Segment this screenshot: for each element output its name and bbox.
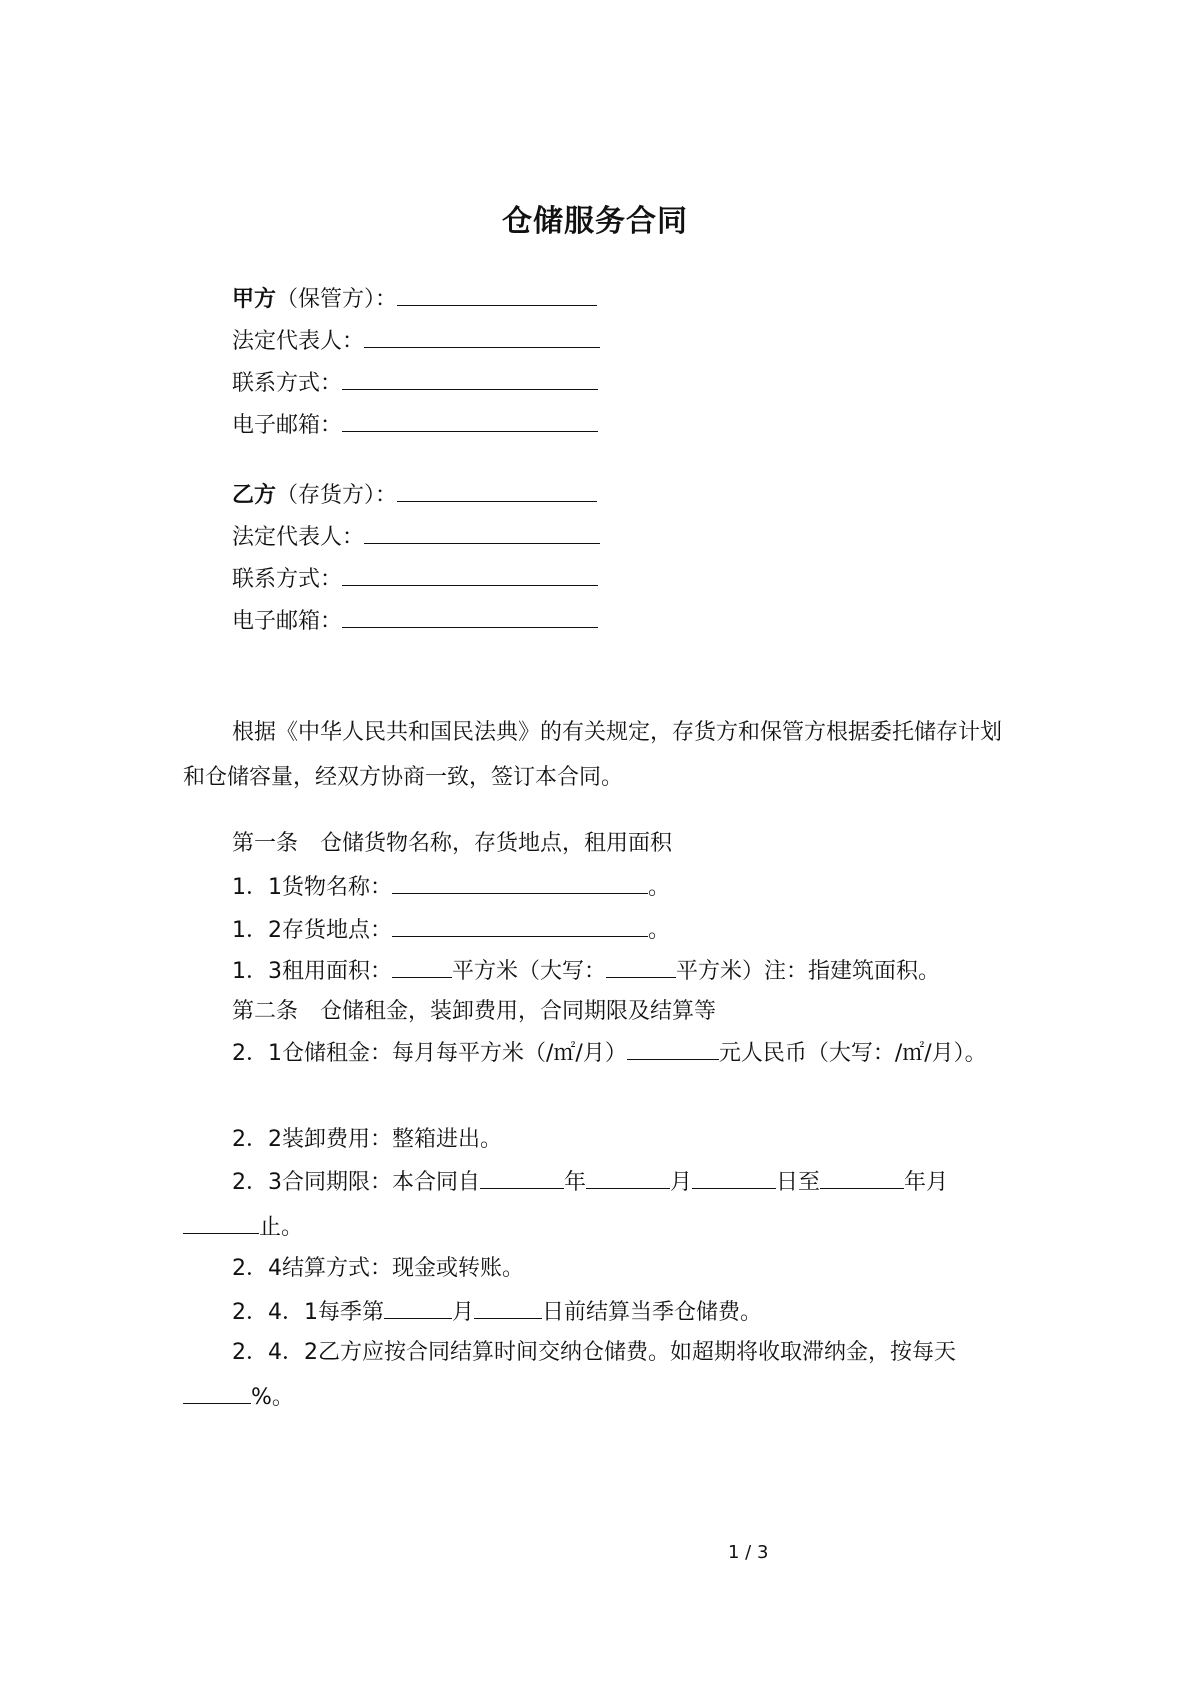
goods-name-field[interactable] <box>392 871 648 894</box>
preamble-paragraph <box>183 710 1015 800</box>
area-uppercase-field[interactable] <box>606 955 676 978</box>
party-b-role: （存货方）： <box>276 483 398 508</box>
item-2-3-paragraph <box>183 1160 1015 1250</box>
end-month-field[interactable] <box>183 1211 259 1234</box>
item-2-1-mid: 元人民币（大写： <box>718 1041 895 1066</box>
party-b-email-line <box>232 605 598 637</box>
item-1-1-period: 。 <box>648 875 671 900</box>
late-fee-rate-field[interactable] <box>183 1381 251 1404</box>
item-2-4-2-label: 2．4．2乙方应按合同结算时间交纳仓储费。如超期将收取滞纳金，按每天 <box>232 1340 956 1365</box>
item-2-1-paragraph <box>183 1031 1015 1076</box>
item-2-4-2-end: %。 <box>251 1385 294 1410</box>
party-a-contact-label: 联系方式： <box>232 371 343 396</box>
item-1-3-line <box>232 955 940 987</box>
party-a-contact-field[interactable] <box>342 367 598 390</box>
item-2-3-label: 2．3合同期限：本合同自 <box>232 1170 480 1195</box>
party-b-rep-label: 法定代表人： <box>232 525 365 550</box>
page-number: 1 / 3 <box>728 1542 769 1563</box>
item-1-3-mid: 平方米（大写： <box>452 959 607 984</box>
party-a-email-label: 电子邮箱： <box>232 413 343 438</box>
item-1-2-period: 。 <box>648 918 671 943</box>
quarter-month-field[interactable] <box>384 1296 452 1319</box>
page-title: 仓储服务合同 <box>502 204 688 239</box>
item-2-4-1-label: 2．4．1每季第 <box>232 1300 384 1325</box>
party-a-rep-line <box>232 325 600 357</box>
area-field[interactable] <box>392 955 452 978</box>
party-b-rep-field[interactable] <box>364 521 600 544</box>
rent-field[interactable] <box>627 1037 719 1060</box>
party-a-email-field[interactable] <box>342 409 598 432</box>
party-b-rep-line <box>232 521 600 553</box>
item-2-4-1-end: 日前结算当季仓储费。 <box>542 1300 763 1325</box>
party-a-role: （保管方）： <box>276 287 398 312</box>
item-2-2-line: 2．2装卸费用：整箱进出。 <box>232 1127 502 1152</box>
item-1-3-label: 1．3租用面积： <box>232 959 392 984</box>
item-2-3-end-year: 年 <box>904 1170 927 1195</box>
quarter-day-field[interactable] <box>474 1296 542 1319</box>
start-year-field[interactable] <box>480 1166 564 1189</box>
preamble-text: 根据《中华人民共和国民法典》的有关规定，存货方和保管方根据委托储存计划和仓储容量，经双方协商一致，签订本合同。 <box>183 720 1003 790</box>
item-2-3-month: 月 <box>670 1170 693 1195</box>
storage-location-field[interactable] <box>392 914 648 937</box>
item-2-1-label: 2．1仓储租金：每月每平方米（/㎡/月） <box>232 1041 627 1066</box>
end-year-field[interactable] <box>820 1166 904 1189</box>
item-2-3-year: 年 <box>564 1170 587 1195</box>
item-1-1-line <box>232 871 670 903</box>
item-1-2-line <box>232 914 670 946</box>
item-2-4-1-line <box>232 1296 762 1328</box>
article-1-heading: 第一条 仓储货物名称，存货地点，租用面积 <box>232 831 673 856</box>
item-1-3-end: 平方米）注：指建筑面积。 <box>676 959 941 984</box>
article-2-heading: 第二条 仓储租金，装卸费用，合同期限及结算等 <box>232 999 717 1024</box>
party-b-label: 乙方 <box>232 483 277 508</box>
party-a-name-field[interactable] <box>397 283 597 306</box>
party-a-rep-field[interactable] <box>364 325 600 348</box>
start-day-field[interactable] <box>692 1166 776 1189</box>
item-2-3-end-month: 月 <box>926 1170 949 1195</box>
item-1-2-label: 1．2存货地点： <box>232 918 392 943</box>
item-2-3-end: 止。 <box>259 1215 304 1240</box>
party-a-label: 甲方 <box>232 287 277 312</box>
item-2-4-line: 2．4结算方式：现金或转账。 <box>232 1256 524 1281</box>
party-b-contact-line <box>232 563 598 595</box>
party-b-line <box>232 479 597 511</box>
party-b-contact-field[interactable] <box>342 563 598 586</box>
item-2-4-2-paragraph <box>183 1330 1015 1420</box>
party-b-email-field[interactable] <box>342 605 598 628</box>
item-2-4-1-month: 月 <box>452 1300 475 1325</box>
item-2-1-end: /㎡/月）。 <box>894 1041 987 1066</box>
party-a-email-line <box>232 409 598 441</box>
party-a-rep-label: 法定代表人： <box>232 329 365 354</box>
party-b-name-field[interactable] <box>397 479 597 502</box>
party-a-line <box>232 283 597 315</box>
item-1-1-label: 1．1货物名称： <box>232 875 392 900</box>
start-month-field[interactable] <box>586 1166 670 1189</box>
party-b-email-label: 电子邮箱： <box>232 609 343 634</box>
item-2-3-day-to: 日至 <box>776 1170 821 1195</box>
party-a-contact-line <box>232 367 598 399</box>
party-b-contact-label: 联系方式： <box>232 567 343 592</box>
